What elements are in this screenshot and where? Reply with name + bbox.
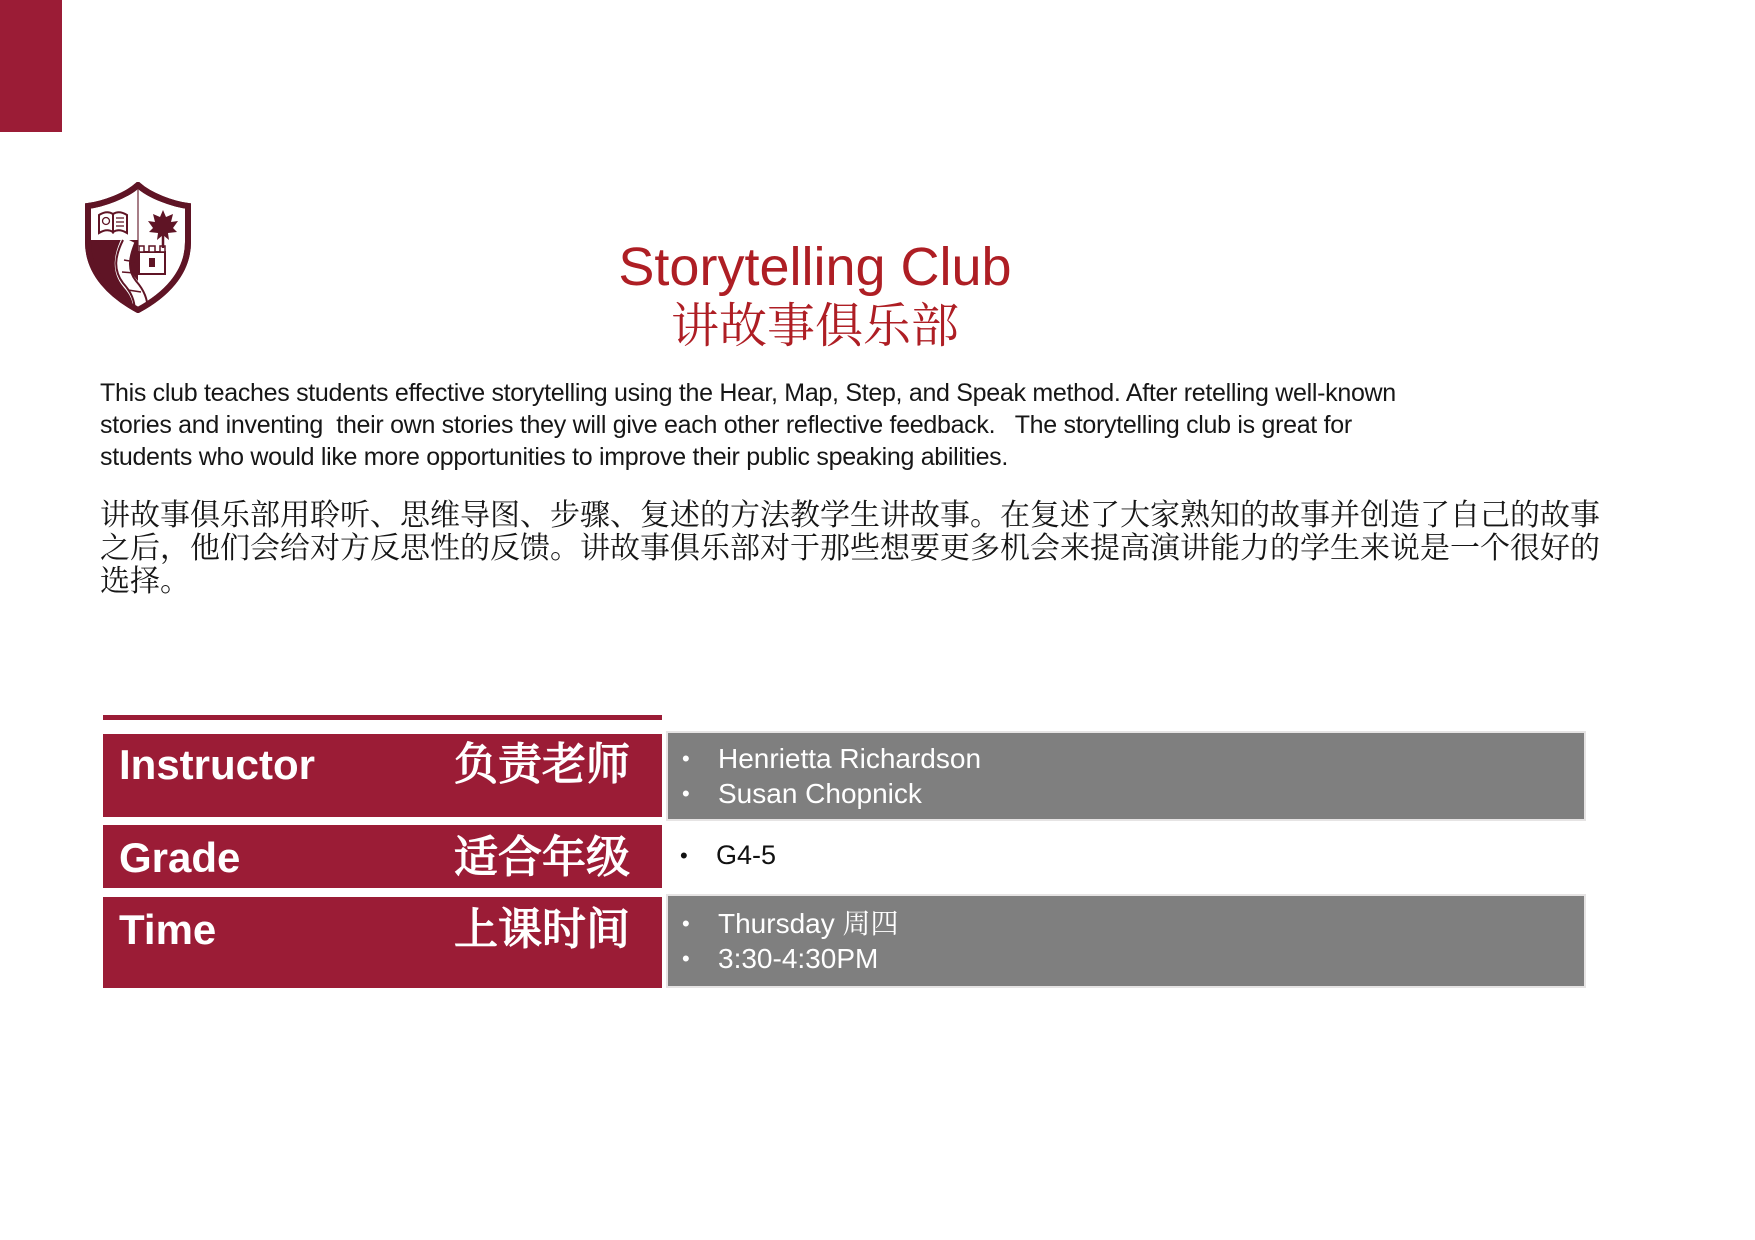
list-item (668, 776, 1584, 811)
time-value-cell (666, 894, 1586, 988)
instructor-name: Henrietta Richardson (718, 743, 982, 774)
list-item (668, 906, 1584, 941)
bullet-icon: • (680, 843, 688, 868)
table-top-accent-bar (103, 715, 662, 720)
wall-tower-icon (139, 246, 165, 274)
bullet-icon: • (682, 946, 690, 971)
page-title: Storytelling Club (618, 237, 1012, 297)
instructor-label: Instructor (119, 741, 316, 788)
grade-value-cell (666, 825, 1586, 888)
table-header-instructor (103, 734, 662, 817)
open-book-icon (99, 212, 127, 233)
instructor-name: Susan Chopnick (718, 778, 922, 809)
description-en-line: stories and inventing their own stories they will give each other reflective feedback. The storytelling club is great for (100, 411, 1352, 439)
list-item (668, 941, 1584, 976)
time-label-chinese: 上课时间 (454, 905, 630, 954)
time-day: Thursday 周四 (718, 908, 899, 939)
description-zh-line: 讲故事俱乐部用聆听、思维导图、步骤、复述的方法教学生讲故事。在复述了大家熟知的故事并创造了自己的故事 (100, 499, 1600, 532)
school-crest-logo (83, 182, 193, 313)
description-en-line: students who would like more opportunities to improve their public speaking abilities. (100, 443, 1009, 471)
list-item (668, 741, 1584, 776)
list-item (666, 838, 1586, 873)
bullet-icon: • (682, 781, 690, 806)
time-label: Time (119, 906, 217, 953)
bullet-icon: • (682, 911, 690, 936)
title-block (400, 236, 1230, 356)
description-zh-line: 之后，他们会给对方反思性的反馈。讲故事俱乐部对于那些想要更多机会来提高演讲能力的学生来说是一个很好的 (100, 532, 1600, 565)
page-title-chinese: 讲故事俱乐部 (670, 300, 959, 353)
corner-accent-block (0, 0, 62, 132)
description-zh-line: 选择。 (100, 565, 190, 598)
bullet-icon: • (682, 746, 690, 771)
instructor-value-cell (666, 731, 1586, 821)
description-chinese (100, 499, 1600, 598)
table-header-grade (103, 825, 662, 888)
description-en-line: This club teaches students effective storytelling using the Hear, Map, Step, and Speak method. After retelling well-known (100, 379, 1396, 407)
grade-label: Grade (119, 834, 241, 881)
instructor-label-chinese: 负责老师 (454, 740, 630, 789)
description-english (100, 377, 1396, 473)
grade-value: G4-5 (716, 840, 777, 870)
grade-label-chinese: 适合年级 (454, 833, 630, 882)
table-header-time (103, 897, 662, 988)
time-hours: 3:30-4:30PM (718, 943, 879, 974)
